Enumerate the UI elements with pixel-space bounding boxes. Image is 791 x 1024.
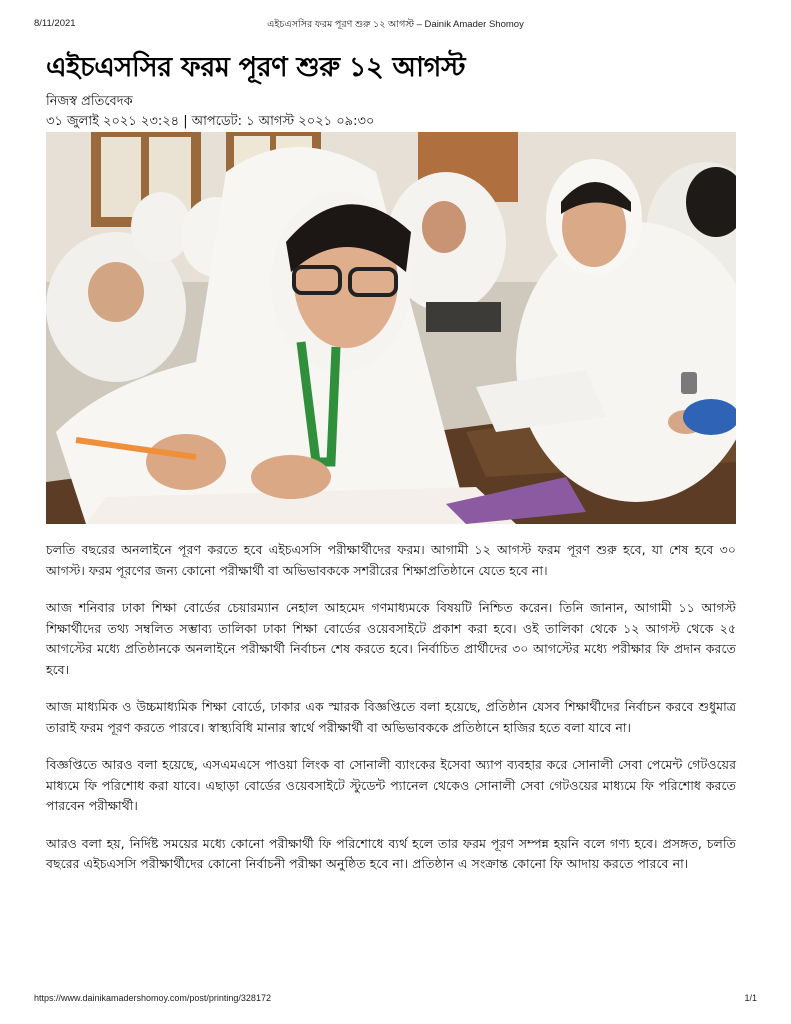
article-paragraph-3: আজ মাধ্যমিক ও উচ্চমাধ্যমিক শিক্ষা বোর্ডে, ঢাকার এক স্মারক বিজ্ঞপ্তিতে বলা হয়েছে, প্রতিষ্ঠান যেসব শিক্ষার্থীদের নির্বাচন করবে শুধুমাত্র তারাই ফরম পূরণ করতে পারবে। স্বাস্থ্যবিধি মানার স্বার্থে পরীক্ষার্থী বা অভিভাবককে প্রতিষ্ঠানে হাজির হতে বলা যাবে না।	[46, 699, 736, 735]
students-exam-photo	[46, 132, 736, 524]
print-document-title: এইচএসসির ফরম পূরণ শুরু ১২ আগস্ট – Dainik Amader Shomoy	[267, 19, 524, 30]
byline	[46, 92, 736, 132]
author-name: নিজস্ব প্রতিবেদক	[46, 94, 133, 109]
article-paragraph-1: চলতি বছরের অনলাইনে পূরণ করতে হবে এইচএসসি পরীক্ষার্থীদের ফরম। আগামী ১২ আগস্ট ফরম পূরণ শুরু হবে, যা শেষ হবে ৩০ আগস্ট। ফরম পূরণের জন্য কোনো পরীক্ষার্থী বা অভিভাবককে সশরীরের শিক্ষাপ্রতিষ্ঠানে যেতে হবে না।	[46, 542, 736, 578]
article-photo	[46, 132, 736, 524]
print-header	[34, 18, 757, 32]
print-date: 8/11/2021	[34, 18, 76, 29]
print-footer	[34, 993, 757, 1007]
page-number: 1/1	[744, 993, 757, 1003]
article-paragraph-5: আরও বলা হয়, নির্দিষ্ট সময়ের মধ্যে কোনো পরীক্ষার্থী ফি পরিশোধে ব্যর্থ হলে তার ফরম পূরণ সম্পন্ন হয়নি বলে গণ্য হবে। প্রসঙ্গত, চলতি বছরের এইচএসসি পরীক্ষার্থীদের কোনো নির্বাচনী পরীক্ষা অনুষ্ঠিত হবে না। প্রতিষ্ঠান এ সংক্রান্ত কোনো ফি আদায় করতে পারবে না।	[46, 835, 736, 871]
article-paragraph-4: বিজ্ঞপ্তিতে আরও বলা হয়েছে, এসএমএসে পাওয়া লিংক বা সোনালী ব্যাংকের ইসেবা অ্যাপ ব্যবহার করে সোনালী সেবা পেমেন্ট গেটওয়ের মাধ্যমে ফি পরিশোধ করা যাবে। এছাড়া বোর্ডের ওয়েবসাইটে স্টুডেন্ট প্যানেল থেকেও সোনালী সেবা গেটওয়ের মাধ্যমে ফি পরিশোধ করতে পারবেন পরীক্ষার্থী।	[46, 757, 736, 813]
publish-timestamp: ৩১ জুলাই ২০২১ ২৩:২৪ | আপডেট: ১ আগস্ট ২০২১ ০৯:৩০	[46, 114, 375, 129]
article	[46, 48, 736, 871]
article-headline: এইচএসসির ফরম পূরণ শুরু ১২ আগস্ট	[46, 52, 466, 83]
article-body	[46, 540, 736, 892]
print-source-url: https://www.dainikamadershomoy.com/post/printing/328172	[34, 993, 271, 1003]
article-paragraph-2: আজ শনিবার ঢাকা শিক্ষা বোর্ডের চেয়ারম্যান নেহাল আহমেদ গণমাধ্যমকে বিষয়টি নিশ্চিত করেন। তিনি জানান, আগামী ১১ আগস্ট শিক্ষার্থীদের তথ্য সম্বলিত সম্ভাব্য তালিকা ঢাকা শিক্ষা বোর্ডের ওয়েবসাইটে প্রকাশ করা হবে। ওই তালিকা থেকে ১২ আগস্ট থেকে ২৫ আগস্টের মধ্যে প্রতিষ্ঠানকে অনলাইনে পরীক্ষার্থী নির্বাচন শেষ করতে হবে। নির্বাচিত প্রার্থীদের ৩০ আগস্টের মধ্যে পরীক্ষার ফি প্রদান করতে হবে।	[46, 600, 736, 677]
